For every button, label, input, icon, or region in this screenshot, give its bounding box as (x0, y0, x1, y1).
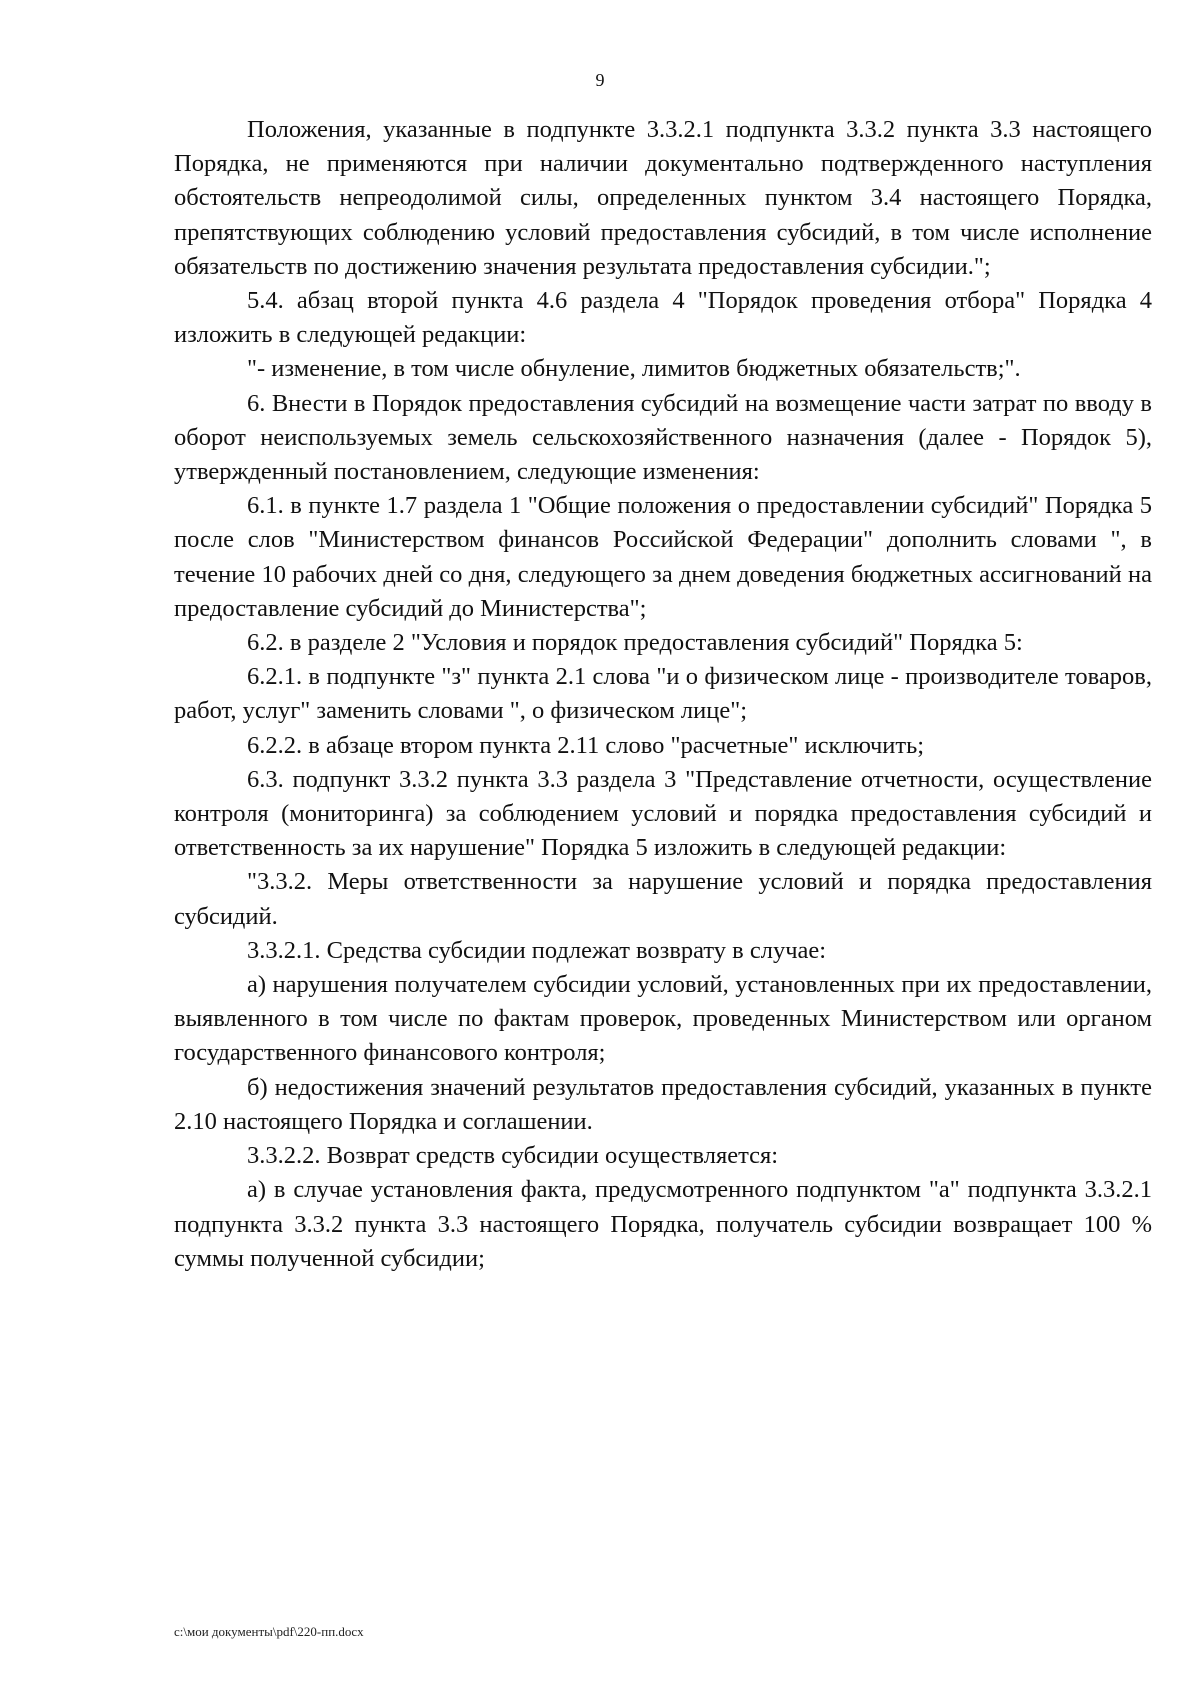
paragraph: Положения, указанные в подпункте 3.3.2.1 подпункта 3.3.2 пункта 3.3 настоящего Порядка, не применяются при наличии документально подтвержденного наступления обстоятельств непреодолимой силы, определенных пунктом 3.4 настоящего Порядка, препятствующих соблюдению условий предоставления субсидий, в том числе исполнение обязательств по достижению значения результата предоставления субсидии."; (174, 116, 1152, 280)
paragraph: 6.1. в пункте 1.7 раздела 1 "Общие положения о предоставлении субсидий" Порядка 5 после слов "Министерством финансов Российской Федерации" дополнить словами ", в течение 10 рабочих дней со дня, следующего за днем доведения бюджетных ассигнований на предоставление субсидий до Министерства"; (174, 492, 1152, 622)
page-number: 9 (595, 70, 605, 90)
paragraph: 6.3. подпункт 3.3.2 пункта 3.3 раздела 3 "Представление отчетности, осуществление контроля (мониторинга) за соблюдением условий и порядка предоставления субсидий и ответственность за их нарушение" Порядка 5 изложить в следующей редакции: (174, 765, 1152, 862)
paragraph: 3.3.2.1. Средства субсидии подлежат возврату в случае: (247, 936, 827, 964)
paragraph: 5.4. абзац второй пункта 4.6 раздела 4 "Порядок проведения отбора" Порядка 4 изложить в следующей редакции: (174, 287, 1152, 349)
paragraph: "- изменение, в том числе обнуление, лимитов бюджетных обязательств;". (247, 355, 1021, 383)
document-body (174, 113, 1152, 1276)
paragraph: б) недостижения значений результатов предоставления субсидий, указанных в пункте 2.10 настоящего Порядка и соглашении. (174, 1073, 1152, 1135)
paragraph: а) в случае установления факта, предусмотренного подпунктом "а" подпункта 3.3.2.1 подпункта 3.3.2 пункта 3.3 настоящего Порядка, получатель субсидии возвращает 100 % суммы полученной субсидии; (174, 1176, 1152, 1272)
paragraph: 6.2.1. в подпункте "з" пункта 2.1 слова "и о физическом лице - производителе товаров, работ, услуг" заменить словами ", о физическом лице"; (174, 663, 1152, 725)
footer-file-path: c:\мои документы\pdf\220-пп.docx (174, 1624, 364, 1639)
paragraph: 6.2.2. в абзаце втором пункта 2.11 слово "расчетные" исключить; (247, 731, 925, 759)
paragraph: 6.2. в разделе 2 "Условия и порядок предоставления субсидий" Порядка 5: (247, 629, 1023, 657)
paragraph: "3.3.2. Меры ответственности за нарушение условий и порядка предоставления субсидий. (174, 868, 1152, 930)
paragraph: 6. Внести в Порядок предоставления субсидий на возмещение части затрат по вводу в оборот неиспользуемых земель сельскохозяйственного назначения (далее - Порядок 5), утвержденный постановлением, следующие изменения: (174, 389, 1152, 486)
paragraph: а) нарушения получателем субсидии условий, установленных при их предоставлении, выявленного в том числе по фактам проверок, проведенных Министерством или органом государственного финансового контроля; (174, 971, 1152, 1067)
paragraph: 3.3.2.2. Возврат средств субсидии осуществляется: (247, 1142, 779, 1170)
